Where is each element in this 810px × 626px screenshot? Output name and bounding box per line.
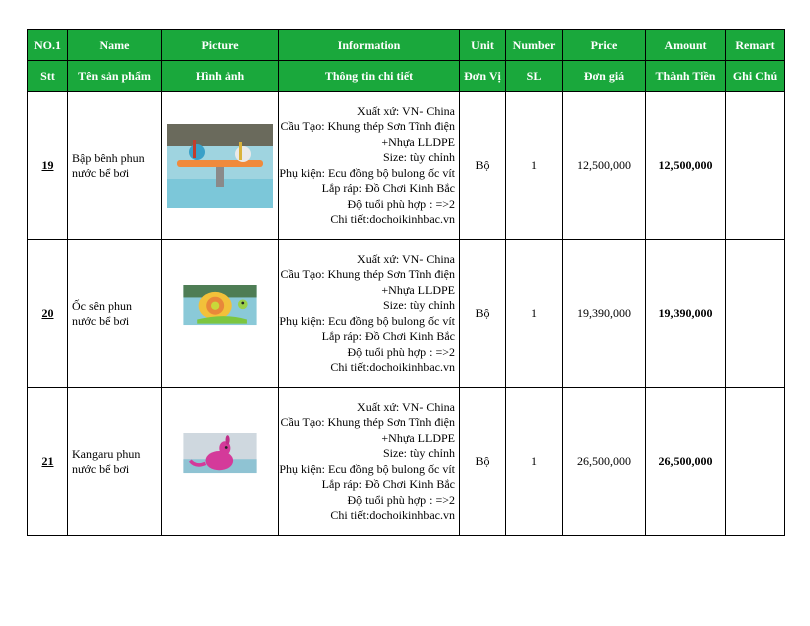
row-amount: 12,500,000 bbox=[646, 92, 726, 240]
header-price: Price bbox=[563, 30, 646, 61]
header-picture: Picture bbox=[162, 30, 279, 61]
seesaw-sprayer-image bbox=[167, 124, 273, 208]
row-picture-cell bbox=[162, 92, 279, 240]
header-row-english bbox=[28, 30, 785, 61]
row-note bbox=[726, 240, 785, 388]
row-amount: 19,390,000 bbox=[646, 240, 726, 388]
row-picture-cell bbox=[162, 388, 279, 536]
row-product-name: Ốc sên phun nước bể bơi bbox=[68, 240, 162, 388]
row-picture-cell bbox=[162, 240, 279, 388]
header-don-vi: Đơn Vị bbox=[460, 61, 506, 92]
row-stt[interactable]: 19 bbox=[28, 92, 68, 240]
header-ghi-chu: Ghi Chú bbox=[726, 61, 785, 92]
kangaroo-sprayer-image bbox=[167, 433, 273, 491]
header-name: Name bbox=[68, 30, 162, 61]
table-row bbox=[28, 92, 785, 240]
row-product-name: Bập bênh phun nước bể bơi bbox=[68, 92, 162, 240]
row-product-name: Kangaru phun nước bể bơi bbox=[68, 388, 162, 536]
row-information: Xuất xứ: VN- China Cầu Tạo: Khung thép Sơn Tĩnh điện +Nhựa LLDPE Size: tùy chỉnh Phụ kiện: Ecu đồng bộ bulong ốc vít Lắp ráp: Đồ Chơi Kinh Bắc Độ tuổi phù hợp : =>2 Chi tiết:dochoikinhbac.vn bbox=[279, 240, 460, 388]
header-amount: Amount bbox=[646, 30, 726, 61]
row-quantity: 1 bbox=[506, 388, 563, 536]
table-row bbox=[28, 388, 785, 536]
quotation-table bbox=[27, 29, 785, 536]
row-information: Xuất xứ: VN- China Cầu Tạo: Khung thép Sơn Tĩnh điện +Nhựa LLDPE Size: tùy chỉnh Phụ kiện: Ecu đồng bộ bulong ốc vít Lắp ráp: Đồ Chơi Kinh Bắc Độ tuổi phù hợp : =>2 Chi tiết:dochoikinhbac.vn bbox=[279, 92, 460, 240]
row-information: Xuất xứ: VN- China Cầu Tạo: Khung thép Sơn Tĩnh điện +Nhựa LLDPE Size: tùy chỉnh Phụ kiện: Ecu đồng bộ bulong ốc vít Lắp ráp: Đồ Chơi Kinh Bắc Độ tuổi phù hợp : =>2 Chi tiết:dochoikinhbac.vn bbox=[279, 388, 460, 536]
header-remark: Remart bbox=[726, 30, 785, 61]
header-ten-san-pham: Tên sản phẩm bbox=[68, 61, 162, 92]
row-note bbox=[726, 388, 785, 536]
header-sl: SL bbox=[506, 61, 563, 92]
header-no: NO.1 bbox=[28, 30, 68, 61]
row-price: 26,500,000 bbox=[563, 388, 646, 536]
header-hinh-anh: Hình ảnh bbox=[162, 61, 279, 92]
row-unit: Bộ bbox=[460, 240, 506, 388]
row-note bbox=[726, 92, 785, 240]
row-price: 19,390,000 bbox=[563, 240, 646, 388]
header-stt: Stt bbox=[28, 61, 68, 92]
header-row-vietnamese bbox=[28, 61, 785, 92]
header-thanh-tien: Thành Tiền bbox=[646, 61, 726, 92]
row-stt[interactable]: 20 bbox=[28, 240, 68, 388]
row-unit: Bộ bbox=[460, 388, 506, 536]
row-quantity: 1 bbox=[506, 92, 563, 240]
row-unit: Bộ bbox=[460, 92, 506, 240]
row-amount: 26,500,000 bbox=[646, 388, 726, 536]
header-number: Number bbox=[506, 30, 563, 61]
header-unit: Unit bbox=[460, 30, 506, 61]
row-quantity: 1 bbox=[506, 240, 563, 388]
table-row bbox=[28, 240, 785, 388]
header-thong-tin: Thông tin chi tiết bbox=[279, 61, 460, 92]
header-don-gia: Đơn giá bbox=[563, 61, 646, 92]
header-information: Information bbox=[279, 30, 460, 61]
snail-sprayer-image bbox=[167, 285, 273, 343]
row-price: 12,500,000 bbox=[563, 92, 646, 240]
row-stt[interactable]: 21 bbox=[28, 388, 68, 536]
